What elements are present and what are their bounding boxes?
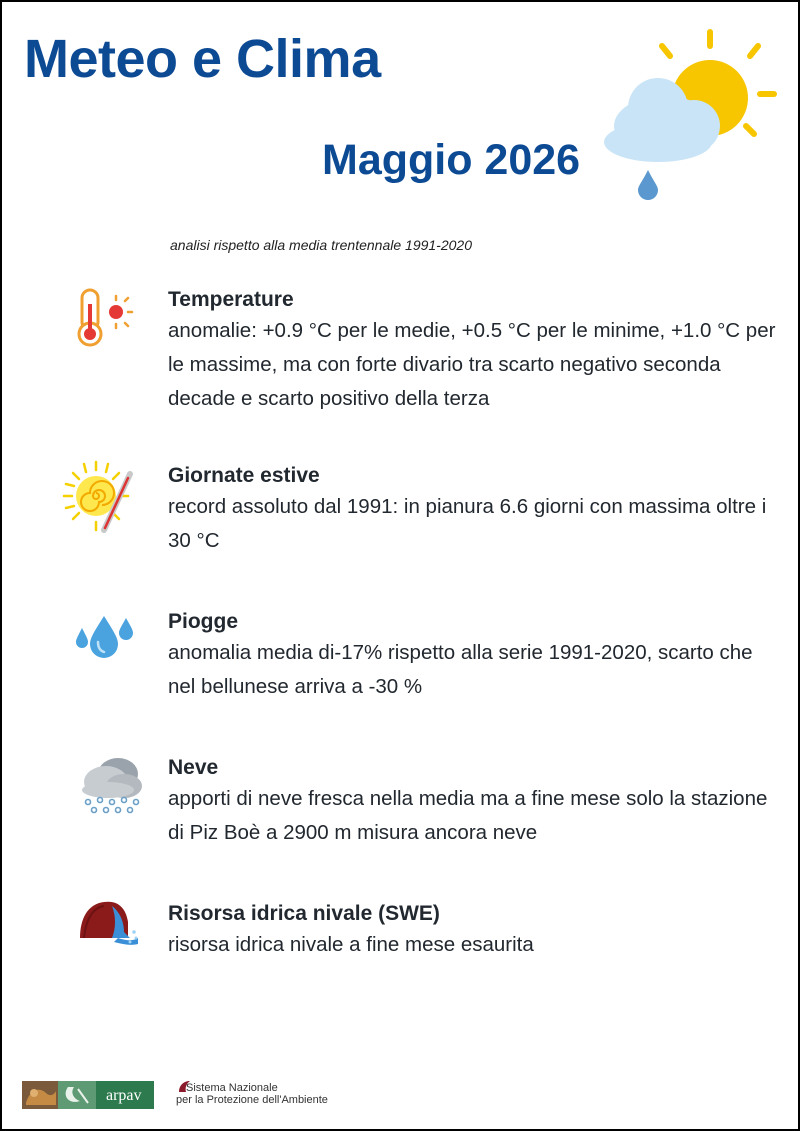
month-heading: Maggio 2026 <box>322 136 581 184</box>
section-temperature <box>0 288 800 418</box>
sun-cloud-rain-icon <box>598 26 788 206</box>
section-text: risorsa idrica nivale a fine mese esaurita <box>168 933 534 956</box>
page-title: Meteo e Clima <box>24 29 381 89</box>
section-text: anomalia media di-17% rispetto alla serie 1991-2020, scarto che nel bellunese arriva a -30 % <box>168 641 753 698</box>
section-summer-days <box>0 464 800 564</box>
reference-note: analisi rispetto alla media trentennale 1991-2020 <box>170 237 472 253</box>
snow-cloud-icon <box>78 754 144 816</box>
arpav-label: arpav <box>106 1087 142 1104</box>
section-snow <box>0 756 800 856</box>
arpav-logo-graphic <box>22 1081 154 1109</box>
water-drops-icon <box>74 612 138 662</box>
snpa-emblem-icon <box>178 1080 192 1094</box>
section-text: apporti di neve fresca nella media ma a fine mese solo la stazione di Piz Boè a 2900 m misura ancora neve <box>168 787 768 844</box>
snpa-logo <box>176 1082 328 1106</box>
arpav-logo <box>22 1081 154 1109</box>
thermometer-sun-icon <box>74 286 138 350</box>
section-snow-water-resource <box>0 902 800 972</box>
section-title: Risorsa idrica nivale (SWE) <box>168 902 440 925</box>
hot-sun-icon <box>62 460 138 540</box>
section-title: Piogge <box>168 610 239 633</box>
section-text: record assoluto dal 1991: in pianura 6.6 giorni con massima oltre i 30 °C <box>168 495 767 552</box>
section-title: Neve <box>168 756 219 779</box>
section-title: Temperature <box>168 288 294 311</box>
section-text: anomalie: +0.9 °C per le medie, +0.5 °C per le minime, +1.0 °C per le massime, ma con forte divario tra scarto negativo seconda decade e scarto positivo della terza <box>168 319 776 410</box>
section-title: Giornate estive <box>168 464 320 487</box>
snowmelt-water-icon <box>78 898 140 948</box>
snpa-line2: per la Protezione dell'Ambiente <box>176 1094 328 1106</box>
snpa-line1: Sistema Nazionale <box>186 1082 278 1094</box>
section-rainfall <box>0 610 800 710</box>
